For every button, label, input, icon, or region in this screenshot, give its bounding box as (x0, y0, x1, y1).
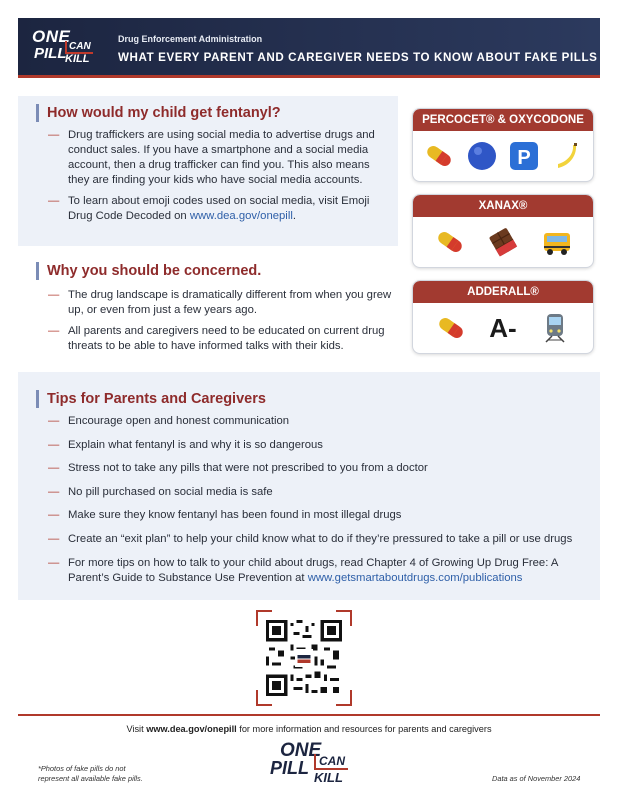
logo-one: ONE (280, 740, 322, 761)
getsmart-publications-link[interactable]: www.getsmartaboutdrugs.com/publications (307, 571, 523, 584)
chocolate-bar-icon (486, 225, 520, 259)
list-item: — The drug landscape is dramatically different from when you grew up, or even from just a few years ago. (48, 288, 393, 318)
tips-list (48, 414, 578, 594)
emoji-card-adderall (412, 280, 594, 354)
logo-pill: PILL (34, 45, 67, 62)
page-title: WHAT EVERY PARENT AND CAREGIVER NEEDS TO KNOW ABOUT FAKE PILLS (118, 51, 598, 64)
logo-kill: KILL (314, 770, 343, 785)
logo-one: ONE (32, 27, 71, 46)
list-item: — Stress not to take any pills that were not prescribed to you from a doctor (48, 461, 578, 476)
pill-icon (422, 139, 456, 173)
card-icons (413, 217, 593, 267)
section-heading-tips: Tips for Parents and Caregivers (36, 390, 266, 408)
data-as-of: Data as of November 2024 (492, 774, 581, 783)
list-item: — Create an “exit plan” to help your child know what to do if they’re pressured to take a pill or use drugs (48, 532, 578, 547)
footer-divider (18, 714, 600, 716)
one-pill-can-kill-logo (32, 27, 104, 69)
list-item: — Drug traffickers are using social media to advertise drugs and conduct sales. If you have a smartphone and a social media account, then a drug trafficker can find you. This also means they are finding your kids who have social media accounts. (48, 128, 393, 188)
logo-can: CAN (65, 41, 93, 54)
list-item: — Make sure they know fentanyl has been found in most illegal drugs (48, 508, 578, 523)
list-item: — To learn about emoji codes used on social media, visit Emoji Drug Code Decoded on www.dea.gov/onepill. (48, 194, 393, 224)
section-why-panel (18, 252, 398, 358)
section-how-panel (18, 96, 398, 246)
one-pill-can-kill-logo (266, 740, 356, 788)
footer-dea-link[interactable]: www.dea.gov/onepill (146, 724, 237, 734)
card-title: PERCOCET® & OXYCODONE (413, 109, 593, 131)
footer-visit-text: Visit www.dea.gov/onepill for more information and resources for parents and caregivers (126, 724, 492, 734)
pill-icon (434, 311, 468, 345)
school-bus-icon (540, 225, 574, 259)
logo-kill: KILL (65, 53, 90, 65)
list-item: — Explain what fentanyl is and why it is so dangerous (48, 438, 578, 453)
dea-onepill-link[interactable]: www.dea.gov/onepill (189, 210, 293, 222)
emoji-card-xanax (412, 194, 594, 268)
card-icons (413, 303, 593, 353)
list-item: — No pill purchased on social media is safe (48, 485, 578, 500)
card-title: XANAX® (413, 195, 593, 217)
section-heading-why: Why you should be concerned. (36, 262, 261, 280)
a-minus-text: A- (489, 313, 517, 343)
card-title: ADDERALL® (413, 281, 593, 303)
emoji-card-percocet (412, 108, 594, 182)
footnote: *Photos of fake pills do not represent all available fake pills. (38, 764, 143, 783)
section-why-list (48, 288, 393, 360)
train-icon (538, 311, 572, 345)
banana-icon (550, 139, 584, 173)
qr-code-frame[interactable] (256, 610, 352, 706)
list-item: — All parents and caregivers need to be educated on current drug threats to be able to have informed talks with their kids. (48, 324, 393, 354)
parking-p-icon (507, 139, 541, 173)
list-item: — For more tips on how to talk to your child about drugs, read Chapter 4 of Growing Up Drug Free: A Parent’s Guide to Substance Use Prevention at www.getsmartaboutdrugs.com/publications (48, 556, 578, 586)
organization-name: Drug Enforcement Administration (118, 34, 263, 44)
section-how-list (48, 128, 393, 230)
logo-pill: PILL (270, 758, 309, 778)
logo-can: CAN (314, 754, 348, 770)
header-banner (18, 18, 600, 78)
svg-text:P: P (517, 147, 532, 169)
section-heading-how: How would my child get fentanyl? (36, 104, 281, 122)
section-tips-panel (18, 372, 600, 600)
list-item: — Encourage open and honest communication (48, 414, 578, 429)
card-icons (413, 131, 593, 181)
pill-icon (433, 225, 467, 259)
blue-circle-icon (465, 139, 499, 173)
qr-code-icon (266, 620, 342, 696)
